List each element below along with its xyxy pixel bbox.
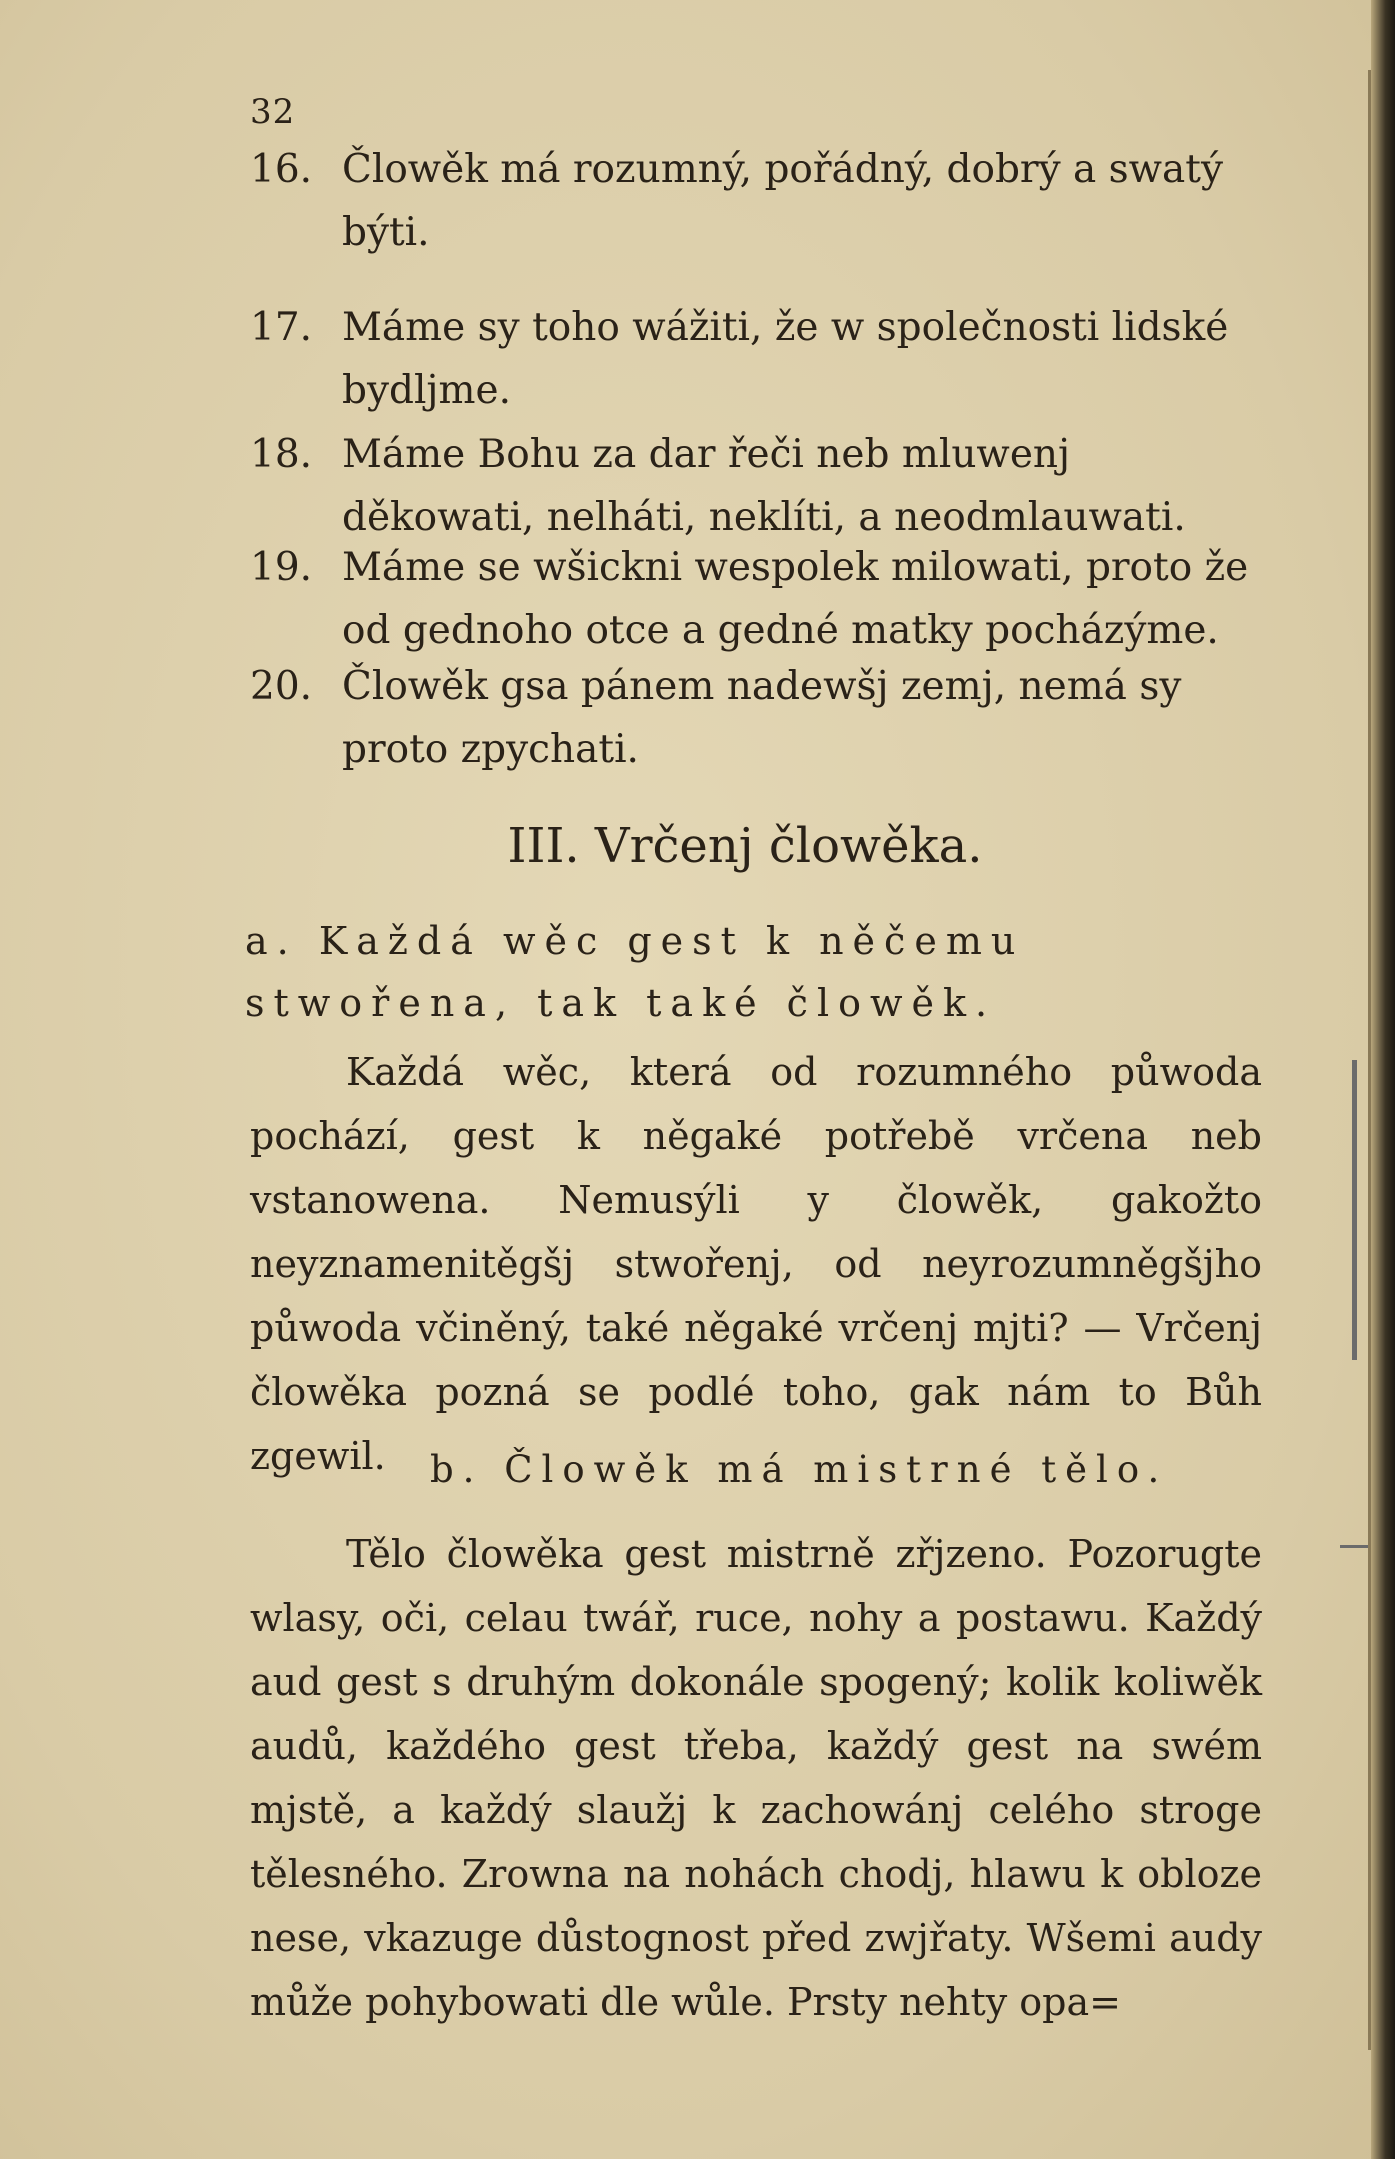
paragraph-b: [250, 1522, 1262, 2034]
margin-mark: [1340, 1545, 1370, 1548]
item-text: Máme Bohu za dar řeči neb mluwenj děkowati, nelháti, neklíti, a neodmlauwati.: [342, 432, 1186, 540]
page-number: 32: [250, 92, 296, 132]
book-spine: [1371, 0, 1395, 2159]
paragraph-b-text: Tělo člowěka gest mistrně zřjzeno. Pozorugte wlasy, oči, celau twář, ruce, nohy a postawu. Každý aud gest s druhým dokonále spogený; kolik koliwěk audů, každého gest třeba, každý gest na swém mjstě, a každý slaužj k zachowánj celého stroge tělesného. Zrowna na nohách chodj, hlawu k obloze nese, vkazuge důstognost před zwjřaty. Wšemi audy může pohybowati dle wůle. Prsty nehty opa=: [250, 1532, 1262, 2024]
margin-mark: [1352, 1060, 1357, 1360]
item-text: Člowěk gsa pánem nadewšj zemj, nemá sy proto zpychati.: [342, 664, 1182, 772]
item-text: Máme sy toho wážiti, že w společnosti lidské bydljme.: [342, 305, 1229, 413]
item-number: 19.: [250, 545, 313, 590]
item-text: Člowěk má rozumný, pořádný, dobrý a swatý býti.: [342, 147, 1224, 255]
item-number: 16.: [250, 147, 313, 192]
item-number: 20.: [250, 664, 313, 709]
item-number: 18.: [250, 432, 313, 477]
item-text: Máme se wšickni wespolek milowati, proto že od gednoho otce a gedné matky pocházýme.: [342, 545, 1249, 653]
item-number: 17.: [250, 305, 313, 350]
subsection-b-heading: b. Člowěk má mistrné tělo.: [430, 1448, 1169, 1491]
paragraph-a-text: Každá wěc, která od rozumného půwoda pochází, gest k něgaké potřebě vrčena neb vstanowena. Nemusýli y člowěk, gakožto neyznamenitěgšj stwořenj, od neyrozumněgšjho půwoda včiněný, také něgaké vrčenj mjti? — Vrčenj člowěka pozná se podlé toho, gak nám to Bůh zgewil.: [250, 1050, 1262, 1478]
subsection-a-heading: a. Každá wěc gest k něčemu stwořena, tak také člowěk.: [245, 919, 1025, 1025]
section-heading: III. Vrčenj člowěka.: [507, 818, 983, 874]
paragraph-a: [250, 1040, 1262, 1488]
